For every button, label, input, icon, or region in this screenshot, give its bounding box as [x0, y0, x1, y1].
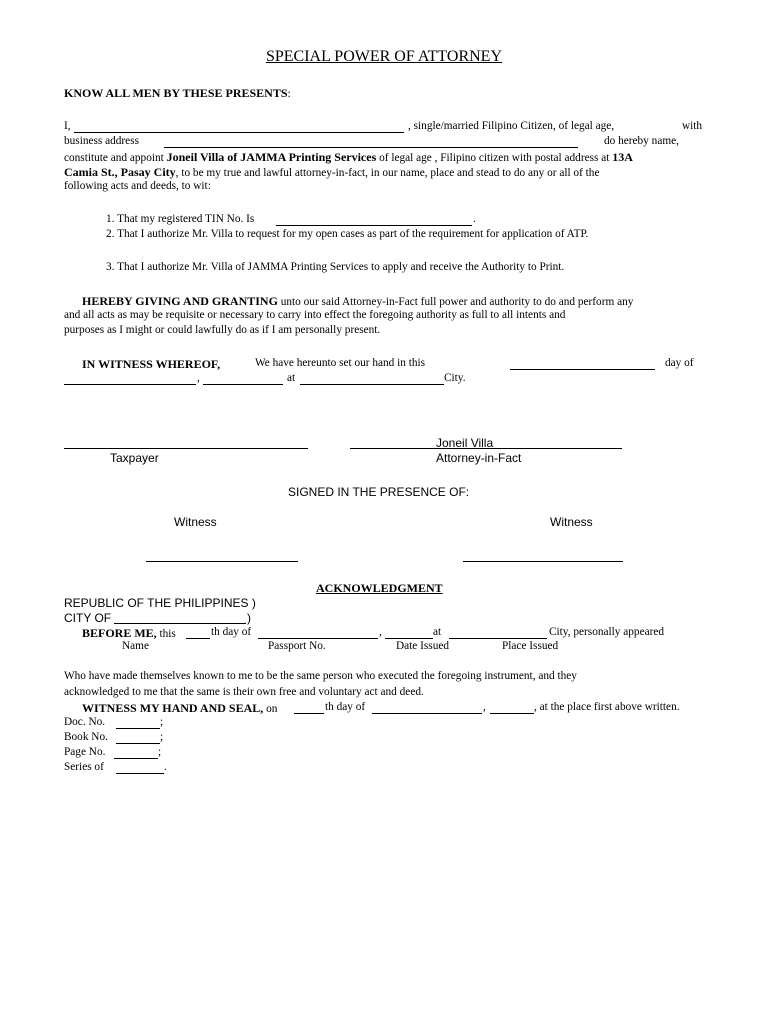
before-at: at — [433, 626, 442, 638]
doc-no-label: Doc. No. — [64, 716, 106, 728]
doc-no-line[interactable] — [116, 728, 160, 729]
before-me-lead-wrap — [82, 626, 176, 641]
witness-day-of: day of — [665, 357, 694, 369]
page-no-label: Page No. — [64, 746, 106, 758]
intro-business-address: business address — [64, 135, 139, 147]
before-appeared: City, personally appeared — [549, 626, 665, 638]
series-of-line[interactable] — [116, 773, 164, 774]
ack-para-line-2: acknowledged to me that the same is their own free and voluntary act and deed. — [64, 686, 424, 698]
tin-period: . — [473, 213, 476, 225]
series-of-label: Series of — [64, 761, 104, 773]
witness-year-line[interactable] — [203, 384, 283, 385]
seal-th-day-of: th day of — [325, 701, 366, 713]
series-of-period: . — [164, 761, 167, 773]
signed-presence: SIGNED IN THE PRESENCE OF: — [288, 485, 470, 499]
intro-line3-rest: , to be my true and lawful attorney-in-fact, in our name, place and stead to do any or all of the — [175, 167, 600, 179]
principal-name-line[interactable] — [74, 132, 404, 133]
seal-comma: , — [483, 701, 486, 713]
witness-right-line[interactable] — [463, 561, 623, 562]
book-no-label: Book No. — [64, 731, 108, 743]
know-all-text: KNOW ALL MEN BY THESE PRESENTS — [64, 86, 288, 100]
witness-month-line[interactable] — [64, 384, 196, 385]
intro-constitute-line — [64, 150, 633, 165]
page-no-line[interactable] — [114, 758, 158, 759]
witness-whereof-line — [82, 357, 220, 372]
seal-year-line[interactable] — [490, 713, 534, 714]
witness-city-line[interactable] — [300, 384, 444, 385]
before-th-day-of: th day of — [211, 626, 252, 638]
attorney-name: Joneil Villa — [436, 436, 494, 450]
item-1-text: 1. That my registered TIN No. Is — [106, 213, 255, 225]
col-passport: Passport No. — [268, 640, 326, 652]
witness-whereof-lead: IN WITNESS WHEREOF, — [82, 357, 221, 371]
witness-hand-lead: WITNESS MY HAND AND SEAL, — [82, 701, 264, 715]
city-close-paren: ) — [247, 611, 251, 625]
hereby-line-1 — [82, 294, 633, 309]
seal-place-above: , at the place first above written. — [534, 701, 680, 713]
republic-line: REPUBLIC OF THE PHILIPPINES ) — [64, 596, 256, 610]
business-address-line[interactable] — [164, 147, 578, 148]
witness-city: City. — [444, 372, 466, 384]
intro-line-3 — [64, 165, 599, 180]
item-2: 2. That I authorize Mr. Villa to request for my open cases as part of the requirement for application of ATP. — [106, 228, 589, 240]
document-title: SPECIAL POWER OF ATTORNEY — [265, 48, 503, 65]
know-all-heading: KNOW ALL MEN BY THESE PRESENTS: — [64, 86, 291, 100]
witness-left-line[interactable] — [146, 561, 298, 562]
item-3: 3. That I authorize Mr. Villa of JAMMA Printing Services to apply and receive the Authority to Print. — [106, 261, 565, 273]
hereby-line-2: and all acts as may be requisite or necessary to carry into effect the foregoing authority as full to all intents and — [64, 309, 566, 321]
ack-city-line[interactable] — [114, 623, 246, 624]
ack-para-line-1: Who have made themselves known to me to be the same person who executed the foregoing instrument, and they — [64, 670, 577, 682]
before-place-line[interactable] — [449, 638, 547, 639]
before-name-line[interactable] — [258, 638, 378, 639]
before-me-lead: BEFORE ME, — [82, 626, 157, 640]
book-no-line[interactable] — [116, 743, 160, 744]
witness-hand-wrap — [82, 701, 277, 716]
address-part1: 13A — [612, 150, 633, 164]
witness-hand-on: on — [266, 703, 278, 715]
book-no-semicolon: ; — [160, 731, 164, 743]
witness-comma: , — [197, 372, 200, 384]
city-of-label: CITY OF — [64, 611, 112, 625]
before-comma: , — [379, 626, 382, 638]
seal-day-line[interactable] — [294, 713, 324, 714]
before-day-line[interactable] — [186, 638, 210, 639]
appointee-name: Joneil Villa of JAMMA Printing Services — [166, 150, 377, 164]
witness-left-label: Witness — [174, 515, 217, 529]
taxpayer-signature-line[interactable] — [64, 448, 308, 449]
witness-whereof-rest: We have hereunto set our hand in this — [255, 357, 426, 369]
col-place: Place Issued — [502, 640, 559, 652]
doc-no-semicolon: ; — [160, 716, 164, 728]
item-1 — [106, 213, 254, 225]
intro-line-4: following acts and deeds, to wit: — [64, 180, 211, 192]
witness-at: at — [287, 372, 296, 384]
page-no-semicolon: ; — [158, 746, 162, 758]
witness-day-line[interactable] — [510, 369, 655, 370]
col-date: Date Issued — [396, 640, 450, 652]
intro-do-hereby: do hereby name, — [604, 135, 679, 147]
address-part2: Camia St., Pasay City — [64, 165, 176, 179]
tin-line[interactable] — [276, 225, 472, 226]
hereby-lead: HEREBY GIVING AND GRANTING — [82, 294, 278, 308]
before-me-this: this — [159, 628, 176, 640]
intro-constitute: constitute and appoint — [64, 152, 164, 164]
seal-month-line[interactable] — [372, 713, 482, 714]
hereby-line1-rest: unto our said Attorney-in-Fact full power and authority to do and perform any — [280, 296, 634, 308]
appointee-desc: of legal age , Filipino citizen with postal address at — [379, 152, 610, 164]
hereby-line-3: purposes as I might or could lawfully do as if I am personally present. — [64, 324, 381, 336]
col-name: Name — [122, 640, 149, 652]
acknowledgment-heading: ACKNOWLEDGMENT — [316, 581, 443, 595]
before-passport-line[interactable] — [385, 638, 433, 639]
witness-right-label: Witness — [550, 515, 593, 529]
intro-civil-status: , single/married Filipino Citizen, of legal age, — [408, 120, 615, 132]
intro-i: I, — [64, 120, 71, 132]
intro-with: with — [682, 120, 703, 132]
attorney-label: Attorney-in-Fact — [436, 451, 522, 465]
taxpayer-label: Taxpayer — [110, 451, 159, 465]
